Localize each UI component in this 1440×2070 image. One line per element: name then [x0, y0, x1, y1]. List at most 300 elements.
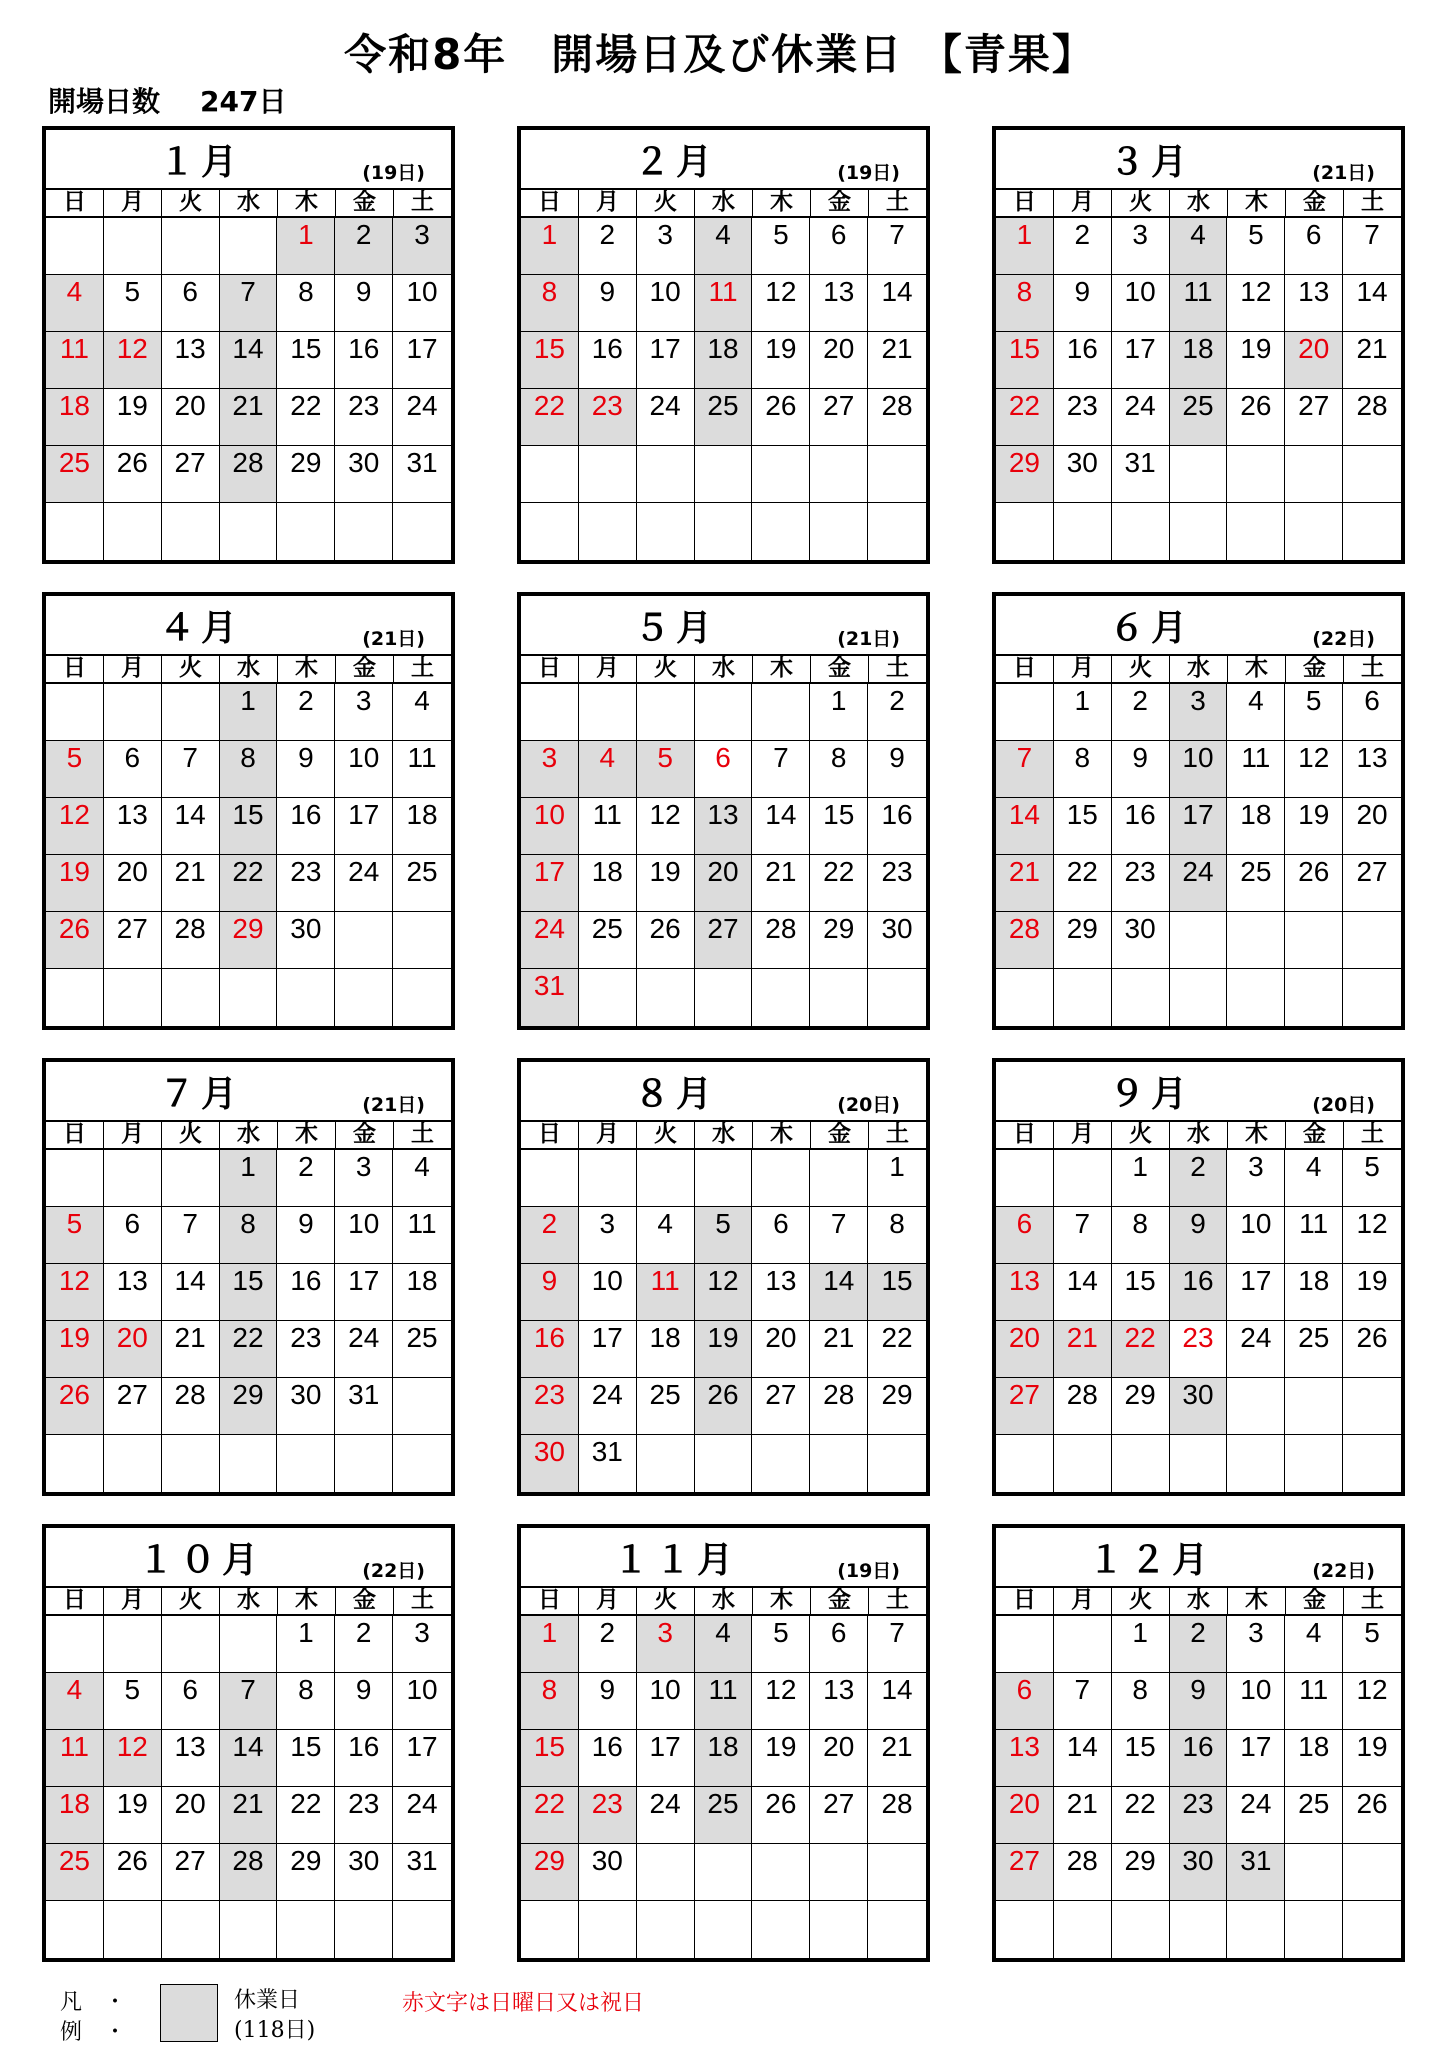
day-cell: 2 — [579, 218, 637, 275]
day-cell: 4 — [1285, 1616, 1343, 1673]
day-cell: 19 — [104, 1787, 162, 1844]
weekday-label: 水 — [220, 656, 278, 682]
day-cell: 12 — [46, 1264, 104, 1321]
day-cell: 8 — [220, 741, 278, 798]
page-title: 令和8年 開場日及び休業日 【青果】 — [344, 30, 1096, 79]
empty-day-cell — [695, 503, 753, 560]
day-cell: 1 — [521, 1616, 579, 1673]
empty-day-cell — [46, 684, 104, 741]
empty-day-cell — [996, 1150, 1054, 1207]
month-header — [996, 1528, 1401, 1586]
day-cell: 23 — [335, 1787, 393, 1844]
weekday-label: 金 — [811, 1122, 869, 1148]
legend-marker — [60, 1988, 82, 2048]
month-name: １０月 — [137, 1540, 264, 1581]
day-cell: 18 — [46, 1787, 104, 1844]
day-cell: 1 — [220, 1150, 278, 1207]
empty-day-cell — [637, 969, 695, 1026]
month-name: １１月 — [612, 1540, 739, 1581]
day-cell: 31 — [1227, 1844, 1285, 1901]
day-cell: 29 — [277, 1844, 335, 1901]
day-cell: 24 — [1227, 1787, 1285, 1844]
day-grid — [521, 684, 926, 1026]
day-cell: 18 — [1285, 1730, 1343, 1787]
weekday-label: 日 — [46, 656, 104, 682]
empty-day-cell — [46, 1435, 104, 1492]
empty-day-cell — [868, 1844, 926, 1901]
empty-day-cell — [1285, 1378, 1343, 1435]
day-cell: 14 — [752, 798, 810, 855]
empty-day-cell — [996, 1616, 1054, 1673]
day-cell: 10 — [393, 275, 451, 332]
day-cell: 16 — [579, 332, 637, 389]
day-cell: 10 — [1227, 1207, 1285, 1264]
day-cell: 8 — [996, 275, 1054, 332]
day-cell: 29 — [1054, 912, 1112, 969]
day-cell: 11 — [1285, 1207, 1343, 1264]
empty-day-cell — [1285, 1901, 1343, 1958]
day-cell: 30 — [1054, 446, 1112, 503]
weekday-label: 日 — [996, 1588, 1054, 1614]
month-calendar — [42, 592, 455, 1030]
weekday-label: 火 — [637, 656, 695, 682]
day-cell: 23 — [1054, 389, 1112, 446]
empty-day-cell — [1112, 1901, 1170, 1958]
day-cell: 13 — [162, 1730, 220, 1787]
month-open-count: (21日) — [837, 628, 900, 650]
day-cell: 23 — [579, 389, 637, 446]
day-cell: 8 — [220, 1207, 278, 1264]
day-cell: 20 — [104, 855, 162, 912]
day-cell: 19 — [1343, 1264, 1401, 1321]
day-cell: 12 — [637, 798, 695, 855]
weekday-label: 水 — [220, 1588, 278, 1614]
day-cell: 6 — [104, 741, 162, 798]
empty-day-cell — [1343, 1378, 1401, 1435]
day-cell: 7 — [868, 1616, 926, 1673]
open-days-value: 247日 — [200, 85, 287, 118]
weekday-header-row — [996, 1586, 1401, 1616]
day-cell: 29 — [220, 1378, 278, 1435]
day-cell: 24 — [1227, 1321, 1285, 1378]
day-cell: 3 — [1170, 684, 1228, 741]
day-cell: 18 — [695, 1730, 753, 1787]
day-cell: 28 — [868, 389, 926, 446]
empty-day-cell — [335, 969, 393, 1026]
weekday-label: 金 — [811, 1588, 869, 1614]
empty-day-cell — [104, 503, 162, 560]
day-cell: 21 — [1054, 1787, 1112, 1844]
legend — [60, 1984, 1360, 2054]
month-calendar — [517, 1058, 930, 1496]
empty-day-cell — [521, 503, 579, 560]
empty-day-cell — [46, 1150, 104, 1207]
day-cell: 22 — [810, 855, 868, 912]
day-cell: 21 — [810, 1321, 868, 1378]
empty-day-cell — [393, 1435, 451, 1492]
weekday-label: 土 — [886, 1121, 909, 1147]
day-cell: 17 — [579, 1321, 637, 1378]
day-cell: 5 — [1285, 684, 1343, 741]
empty-day-cell — [46, 1616, 104, 1673]
legend-closed-swatch — [160, 1984, 218, 2042]
day-cell: 31 — [521, 969, 579, 1026]
day-cell: 11 — [46, 1730, 104, 1787]
day-cell: 31 — [1112, 446, 1170, 503]
empty-day-cell — [220, 1901, 278, 1958]
weekday-label: 水 — [220, 190, 278, 216]
day-cell: 5 — [752, 1616, 810, 1673]
day-cell: 9 — [521, 1264, 579, 1321]
day-cell: 13 — [752, 1264, 810, 1321]
day-cell: 1 — [1054, 684, 1112, 741]
weekday-label: 水 — [695, 1122, 753, 1148]
day-cell: 11 — [393, 741, 451, 798]
day-cell: 11 — [46, 332, 104, 389]
month-open-count: (22日) — [362, 1560, 425, 1582]
empty-day-cell — [579, 684, 637, 741]
empty-day-cell — [637, 503, 695, 560]
empty-day-cell — [637, 1901, 695, 1958]
month-calendar — [992, 592, 1405, 1030]
day-cell: 25 — [46, 446, 104, 503]
day-cell: 20 — [810, 1730, 868, 1787]
day-cell: 29 — [1112, 1844, 1170, 1901]
day-cell: 13 — [162, 332, 220, 389]
weekday-label: 火 — [1112, 656, 1170, 682]
day-cell: 6 — [996, 1673, 1054, 1730]
day-cell: 9 — [868, 741, 926, 798]
month-calendar — [517, 592, 930, 1030]
day-cell: 5 — [1227, 218, 1285, 275]
day-cell: 4 — [1227, 684, 1285, 741]
month-open-count: (22日) — [1312, 1560, 1375, 1582]
day-grid — [996, 218, 1401, 560]
month-name: ３月 — [1108, 142, 1193, 183]
empty-day-cell — [162, 684, 220, 741]
weekday-label: 木 — [1228, 1122, 1286, 1148]
day-cell: 22 — [1112, 1787, 1170, 1844]
day-cell: 8 — [810, 741, 868, 798]
legend-dots — [104, 1988, 126, 2048]
day-cell: 2 — [335, 218, 393, 275]
weekday-label: 日 — [996, 1122, 1054, 1148]
day-cell: 24 — [393, 389, 451, 446]
empty-day-cell — [1343, 912, 1401, 969]
day-cell: 28 — [162, 912, 220, 969]
day-cell: 27 — [162, 1844, 220, 1901]
weekday-label: 月 — [579, 1122, 637, 1148]
empty-day-cell — [162, 1901, 220, 1958]
day-cell: 1 — [277, 218, 335, 275]
day-cell: 26 — [1343, 1321, 1401, 1378]
day-cell: 25 — [1227, 855, 1285, 912]
empty-day-cell — [521, 684, 579, 741]
weekday-header-row — [521, 654, 926, 684]
day-cell: 4 — [46, 1673, 104, 1730]
empty-day-cell — [335, 1435, 393, 1492]
day-cell: 14 — [868, 275, 926, 332]
day-cell: 23 — [579, 1787, 637, 1844]
day-cell: 29 — [868, 1378, 926, 1435]
empty-day-cell — [46, 1901, 104, 1958]
month-header — [46, 130, 451, 188]
day-cell: 21 — [996, 855, 1054, 912]
day-cell: 7 — [752, 741, 810, 798]
empty-day-cell — [810, 1901, 868, 1958]
weekday-label: 土 — [411, 655, 434, 681]
weekday-label: 土 — [1361, 189, 1384, 215]
month-open-count: (21日) — [362, 1094, 425, 1116]
day-cell: 12 — [695, 1264, 753, 1321]
legend-dot-bottom: ・ — [104, 2020, 127, 2045]
day-cell: 22 — [1112, 1321, 1170, 1378]
day-cell: 12 — [1343, 1673, 1401, 1730]
day-grid — [996, 684, 1401, 1026]
day-cell: 23 — [1170, 1321, 1228, 1378]
day-cell: 20 — [996, 1787, 1054, 1844]
day-cell: 22 — [996, 389, 1054, 446]
empty-day-cell — [1054, 1901, 1112, 1958]
empty-day-cell — [752, 1901, 810, 1958]
day-grid — [46, 218, 451, 560]
day-cell: 8 — [1112, 1207, 1170, 1264]
month-name: ８月 — [633, 1074, 718, 1115]
month-header — [46, 1062, 451, 1120]
day-cell: 15 — [1112, 1730, 1170, 1787]
day-cell: 23 — [335, 389, 393, 446]
day-cell: 15 — [277, 332, 335, 389]
day-cell: 6 — [810, 218, 868, 275]
day-cell: 19 — [104, 389, 162, 446]
day-cell: 13 — [1285, 275, 1343, 332]
weekday-label: 火 — [162, 1588, 220, 1614]
weekday-label: 日 — [46, 190, 104, 216]
empty-day-cell — [1227, 969, 1285, 1026]
day-cell: 24 — [393, 1787, 451, 1844]
day-cell: 6 — [996, 1207, 1054, 1264]
day-cell: 18 — [579, 855, 637, 912]
weekday-label: 日 — [521, 190, 579, 216]
empty-day-cell — [1112, 969, 1170, 1026]
day-cell: 5 — [1343, 1150, 1401, 1207]
day-cell: 8 — [277, 1673, 335, 1730]
weekday-label: 火 — [1112, 1588, 1170, 1614]
day-cell: 3 — [393, 218, 451, 275]
day-cell: 19 — [752, 332, 810, 389]
empty-day-cell — [1227, 1901, 1285, 1958]
weekday-header-row — [996, 654, 1401, 684]
month-open-count: (19日) — [837, 1560, 900, 1582]
day-cell: 18 — [1227, 798, 1285, 855]
month-open-count: (20日) — [1312, 1094, 1375, 1116]
weekday-header-row — [46, 188, 451, 218]
empty-day-cell — [1285, 969, 1343, 1026]
day-cell: 27 — [752, 1378, 810, 1435]
day-cell: 30 — [868, 912, 926, 969]
day-cell: 29 — [521, 1844, 579, 1901]
empty-day-cell — [104, 969, 162, 1026]
weekday-label: 水 — [695, 656, 753, 682]
day-cell: 27 — [810, 1787, 868, 1844]
day-cell: 12 — [1343, 1207, 1401, 1264]
empty-day-cell — [46, 969, 104, 1026]
weekday-label: 金 — [1286, 190, 1344, 216]
weekday-label: 木 — [1228, 1588, 1286, 1614]
weekday-label: 月 — [1054, 656, 1112, 682]
day-cell: 13 — [810, 1673, 868, 1730]
empty-day-cell — [220, 1435, 278, 1492]
day-cell: 10 — [1227, 1673, 1285, 1730]
weekday-label: 金 — [1286, 1122, 1344, 1148]
day-cell: 3 — [393, 1616, 451, 1673]
day-cell: 14 — [996, 798, 1054, 855]
day-cell: 9 — [1112, 741, 1170, 798]
day-cell: 17 — [637, 332, 695, 389]
day-cell: 1 — [1112, 1616, 1170, 1673]
empty-day-cell — [1343, 503, 1401, 560]
weekday-label: 土 — [1361, 655, 1384, 681]
empty-day-cell — [393, 503, 451, 560]
empty-day-cell — [996, 1901, 1054, 1958]
day-cell: 1 — [277, 1616, 335, 1673]
day-cell: 20 — [810, 332, 868, 389]
day-cell: 10 — [335, 741, 393, 798]
empty-day-cell — [1227, 446, 1285, 503]
month-header — [996, 1062, 1401, 1120]
day-cell: 30 — [335, 446, 393, 503]
day-cell: 22 — [277, 389, 335, 446]
day-cell: 15 — [220, 1264, 278, 1321]
weekday-label: 金 — [336, 1122, 394, 1148]
empty-day-cell — [1227, 1435, 1285, 1492]
day-cell: 31 — [393, 446, 451, 503]
day-cell: 30 — [335, 1844, 393, 1901]
day-cell: 30 — [277, 1378, 335, 1435]
day-cell: 9 — [1054, 275, 1112, 332]
day-cell: 8 — [277, 275, 335, 332]
day-cell: 3 — [1227, 1616, 1285, 1673]
empty-day-cell — [162, 503, 220, 560]
day-cell: 20 — [162, 389, 220, 446]
day-cell: 6 — [752, 1207, 810, 1264]
weekday-header-row — [46, 654, 451, 684]
empty-day-cell — [46, 218, 104, 275]
month-header — [521, 596, 926, 654]
day-cell: 28 — [1054, 1378, 1112, 1435]
empty-day-cell — [996, 1435, 1054, 1492]
legend-red-note: 赤文字は日曜日又は祝日 — [402, 1991, 645, 2016]
day-cell: 14 — [1054, 1264, 1112, 1321]
month-name: ４月 — [158, 608, 243, 649]
day-cell: 18 — [637, 1321, 695, 1378]
day-cell: 6 — [810, 1616, 868, 1673]
day-cell: 7 — [868, 218, 926, 275]
day-cell: 4 — [695, 1616, 753, 1673]
empty-day-cell — [220, 1616, 278, 1673]
day-cell: 19 — [695, 1321, 753, 1378]
weekday-label: 水 — [1170, 656, 1228, 682]
empty-day-cell — [1343, 1435, 1401, 1492]
day-cell: 31 — [393, 1844, 451, 1901]
day-grid — [521, 1616, 926, 1958]
empty-day-cell — [695, 1435, 753, 1492]
month-calendar — [992, 1058, 1405, 1496]
day-cell: 1 — [996, 218, 1054, 275]
empty-day-cell — [579, 969, 637, 1026]
day-cell: 17 — [393, 332, 451, 389]
month-name: １２月 — [1087, 1540, 1214, 1581]
day-cell: 17 — [335, 798, 393, 855]
day-cell: 4 — [637, 1207, 695, 1264]
day-cell: 7 — [1054, 1673, 1112, 1730]
weekday-header-row — [46, 1120, 451, 1150]
empty-day-cell — [752, 1150, 810, 1207]
day-cell: 29 — [996, 446, 1054, 503]
month-open-count: (22日) — [1312, 628, 1375, 650]
day-cell: 19 — [1285, 798, 1343, 855]
weekday-label: 金 — [811, 190, 869, 216]
day-cell: 19 — [752, 1730, 810, 1787]
day-cell: 20 — [695, 855, 753, 912]
day-cell: 14 — [810, 1264, 868, 1321]
weekday-header-row — [521, 188, 926, 218]
empty-day-cell — [104, 1435, 162, 1492]
empty-day-cell — [104, 1901, 162, 1958]
day-cell: 28 — [810, 1378, 868, 1435]
day-cell: 17 — [335, 1264, 393, 1321]
day-cell: 28 — [162, 1378, 220, 1435]
empty-day-cell — [579, 503, 637, 560]
empty-day-cell — [996, 503, 1054, 560]
day-cell: 3 — [1112, 218, 1170, 275]
empty-day-cell — [695, 1901, 753, 1958]
weekday-header-row — [521, 1586, 926, 1616]
day-cell: 8 — [521, 275, 579, 332]
empty-day-cell — [868, 969, 926, 1026]
day-cell: 14 — [162, 1264, 220, 1321]
day-cell: 13 — [695, 798, 753, 855]
month-calendar — [992, 1524, 1405, 1962]
empty-day-cell — [162, 1616, 220, 1673]
weekday-label: 月 — [104, 1122, 162, 1148]
day-cell: 25 — [393, 1321, 451, 1378]
weekday-label: 水 — [695, 1588, 753, 1614]
day-cell: 10 — [637, 275, 695, 332]
empty-day-cell — [637, 1844, 695, 1901]
day-cell: 12 — [46, 798, 104, 855]
day-cell: 10 — [1112, 275, 1170, 332]
weekday-label: 水 — [695, 190, 753, 216]
day-cell: 25 — [695, 1787, 753, 1844]
day-grid — [996, 1150, 1401, 1492]
day-cell: 11 — [579, 798, 637, 855]
empty-day-cell — [393, 969, 451, 1026]
day-cell: 10 — [521, 798, 579, 855]
empty-day-cell — [1285, 503, 1343, 560]
day-cell: 15 — [220, 798, 278, 855]
day-cell: 27 — [162, 446, 220, 503]
empty-day-cell — [579, 1150, 637, 1207]
day-cell: 21 — [868, 332, 926, 389]
day-cell: 16 — [1112, 798, 1170, 855]
day-cell: 25 — [393, 855, 451, 912]
day-cell: 26 — [46, 1378, 104, 1435]
day-cell: 31 — [335, 1378, 393, 1435]
weekday-label: 水 — [1170, 1588, 1228, 1614]
day-cell: 28 — [1054, 1844, 1112, 1901]
day-cell: 16 — [521, 1321, 579, 1378]
